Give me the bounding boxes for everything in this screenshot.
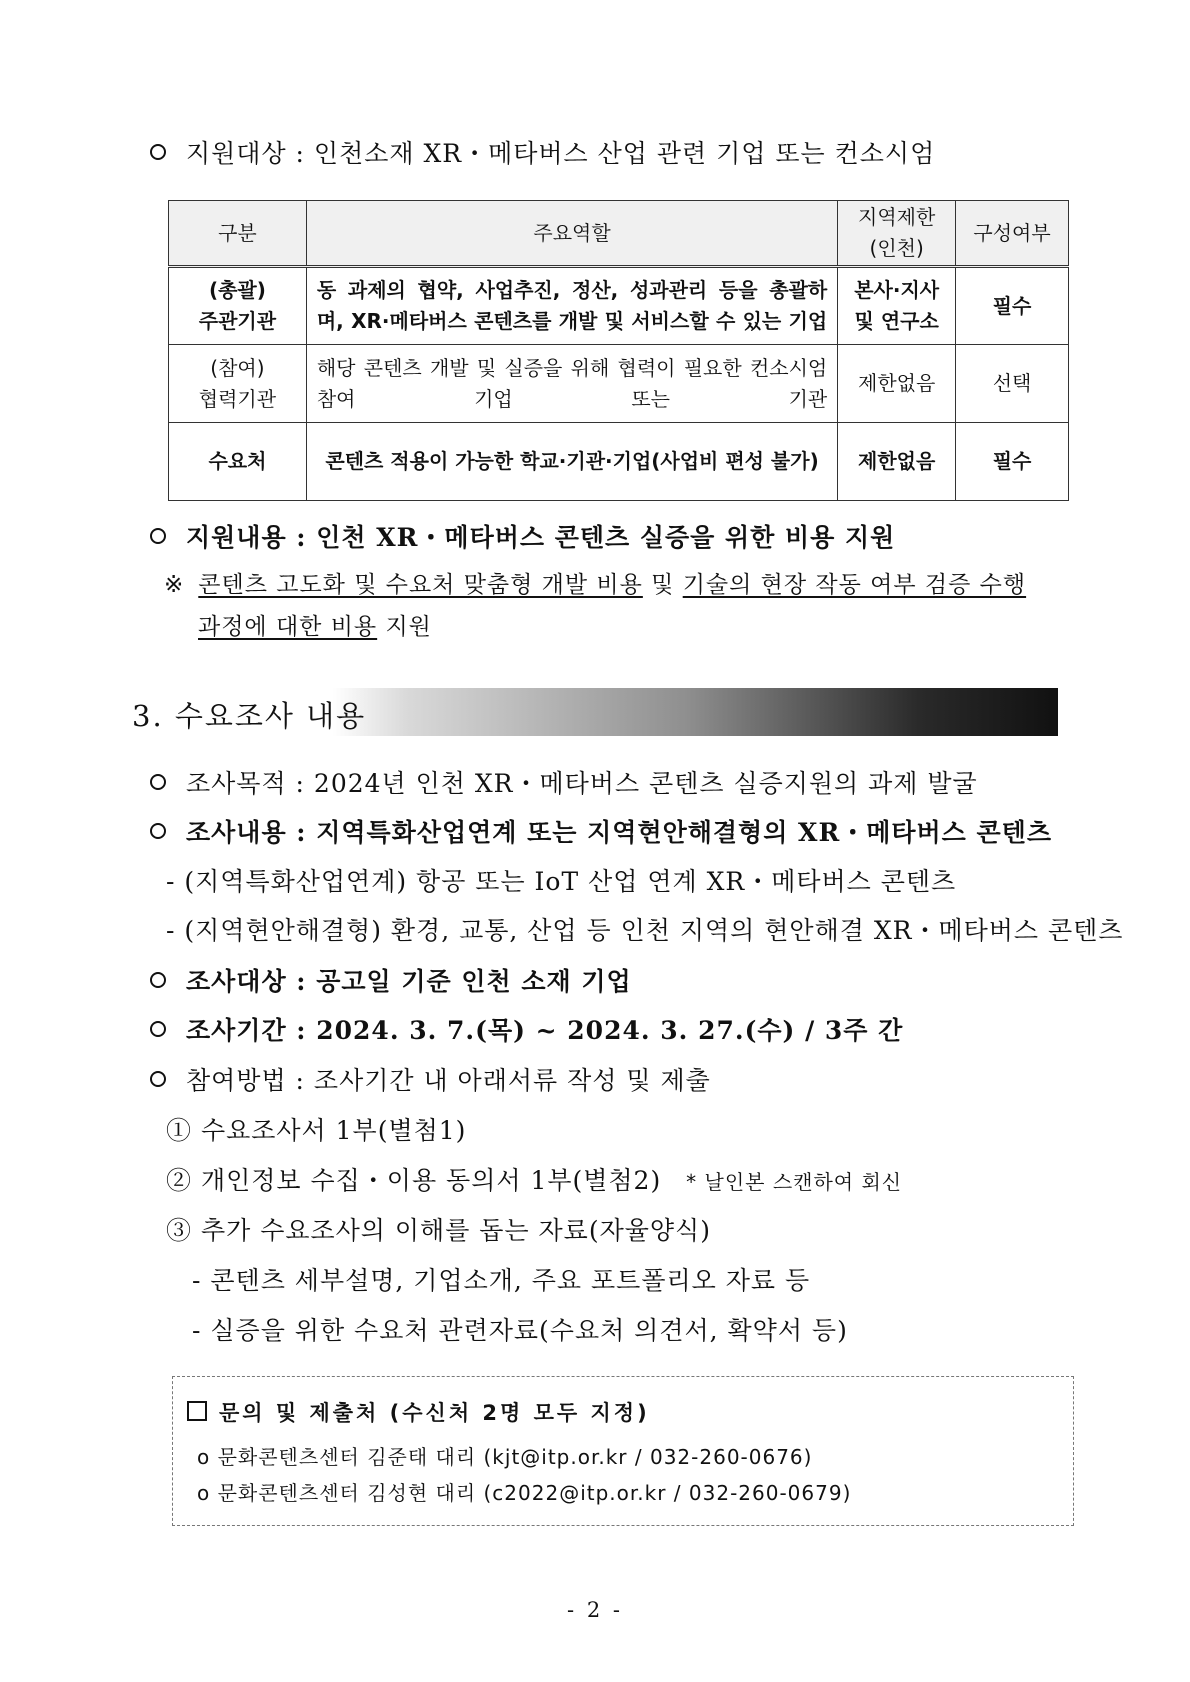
bullet-icon bbox=[150, 528, 166, 544]
purpose-text: 조사목적 : 2024년 인천 XR・메타버스 콘텐츠 실증지원의 과제 발굴 bbox=[186, 769, 978, 798]
row-required: 선택 bbox=[956, 345, 1069, 423]
content-sub1: - (지역특화산업연계) 항공 또는 IoT 산업 연계 XR・메타버스 콘텐츠 bbox=[166, 867, 957, 896]
row-role: 해당 콘텐츠 개발 및 실증을 위해 협력이 필요한 컨소시엄 참여 기업 또는 기관 bbox=[306, 345, 837, 423]
bullet-icon bbox=[150, 972, 166, 988]
content-sub2: - (지역현안해결형) 환경, 교통, 산업 등 인천 지역의 현안해결 XR・메타버스 콘텐츠 bbox=[166, 916, 1124, 945]
row-region: 제한없음 bbox=[838, 345, 956, 423]
period-line bbox=[150, 1011, 903, 1047]
doc2-text: ② 개인정보 수집・이용 동의서 1부(별첨2) bbox=[166, 1166, 662, 1195]
header-required: 구성여부 bbox=[956, 201, 1069, 267]
checkbox-icon bbox=[187, 1401, 207, 1421]
contact-box bbox=[172, 1376, 1074, 1526]
header-category: 구분 bbox=[169, 201, 307, 267]
content-text: 조사내용 : 지역특화산업연계 또는 지역현안해결형의 XR・메타버스 콘텐츠 bbox=[186, 818, 1052, 847]
section-header bbox=[128, 688, 1058, 736]
support-text: 지원내용 : 인천 XR・메타버스 콘텐츠 실증을 위한 비용 지원 bbox=[186, 523, 896, 552]
row-role: 콘텐츠 적용이 가능한 학교·기관·기업(사업비 편성 불가) bbox=[306, 423, 837, 501]
table-row bbox=[169, 423, 1069, 501]
support-table bbox=[168, 200, 1069, 501]
table-row bbox=[169, 345, 1069, 423]
target-text: 지원대상 : 인천소재 XR・메타버스 산업 관련 기업 또는 컨소시엄 bbox=[186, 139, 936, 168]
section-title: 3. 수요조사 내용 bbox=[132, 699, 367, 733]
survey-target-text: 조사대상 : 공고일 기준 인천 소재 기업 bbox=[186, 967, 632, 996]
contact-heading bbox=[187, 1397, 650, 1427]
support-note-cont bbox=[198, 608, 432, 641]
table-row bbox=[169, 267, 1069, 345]
note-mark: ※ bbox=[164, 572, 185, 598]
period-text: 조사기간 : 2024. 3. 7.(목) ~ 2024. 3. 27.(수) / 3주 간 bbox=[186, 1016, 904, 1045]
support-line bbox=[150, 518, 895, 554]
note-text-2: 및 bbox=[642, 572, 683, 598]
contact-heading-text: 문의 및 제출처 (수신처 2명 모두 지정) bbox=[219, 1401, 650, 1425]
bullet-icon bbox=[150, 1021, 166, 1037]
table-header-row bbox=[169, 201, 1069, 267]
support-note bbox=[164, 566, 1026, 599]
row-category: 수요처 bbox=[169, 423, 307, 501]
method-text: 참여방법 : 조사기간 내 아래서류 작성 및 제출 bbox=[186, 1066, 711, 1095]
content-line bbox=[150, 813, 1052, 849]
contact-row-1: o 문화콘텐츠센터 김준태 대리 (kjt@itp.or.kr / 032-260-0676) bbox=[197, 1445, 813, 1469]
purpose-line bbox=[150, 764, 978, 800]
header-role: 주요역할 bbox=[306, 201, 837, 267]
row-category: (총괄) 주관기관 bbox=[169, 267, 307, 345]
bullet-icon bbox=[150, 774, 166, 790]
target-survey-line bbox=[150, 962, 632, 998]
note-text-5: 지원 bbox=[377, 614, 432, 640]
note-underlined-4: 과정에 대한 비용 bbox=[198, 614, 378, 640]
note-underlined-3: 기술의 현장 작동 여부 검증 수행 bbox=[682, 572, 1027, 598]
doc3-line: ③ 추가 수요조사의 이해를 돕는 자료(자율양식) bbox=[166, 1216, 711, 1245]
row-required: 필수 bbox=[956, 423, 1069, 501]
method-line bbox=[150, 1061, 711, 1097]
row-role: 동 과제의 협약, 사업추진, 정산, 성과관리 등을 총괄하 며, XR·메타버스 콘텐츠를 개발 및 서비스할 수 있는 기업 bbox=[306, 267, 837, 345]
bullet-icon bbox=[150, 1071, 166, 1087]
doc2-line bbox=[166, 1161, 902, 1197]
doc3-sub1: - 콘텐츠 세부설명, 기업소개, 주요 포트폴리오 자료 등 bbox=[192, 1266, 811, 1295]
page-number: - 2 - bbox=[567, 1598, 623, 1622]
bullet-icon bbox=[150, 823, 166, 839]
header-region: 지역제한 (인천) bbox=[838, 201, 956, 267]
contact-row-2: o 문화콘텐츠센터 김성현 대리 (c2022@itp.or.kr / 032-260-0679) bbox=[197, 1481, 852, 1505]
row-region: 본사·지사 및 연구소 bbox=[838, 267, 956, 345]
target-line bbox=[150, 134, 935, 170]
bullet-icon bbox=[150, 144, 166, 160]
doc1-line: ① 수요조사서 1부(별첨1) bbox=[166, 1116, 467, 1145]
row-region: 제한없음 bbox=[838, 423, 956, 501]
note-underlined-1: 콘텐츠 고도화 및 수요처 맞춤형 개발 비용 bbox=[198, 572, 643, 598]
row-required: 필수 bbox=[956, 267, 1069, 345]
doc3-sub2: - 실증을 위한 수요처 관련자료(수요처 의견서, 확약서 등) bbox=[192, 1316, 848, 1345]
row-category: (참여) 협력기관 bbox=[169, 345, 307, 423]
doc2-note: * 날인본 스캔하여 회신 bbox=[686, 1170, 903, 1194]
